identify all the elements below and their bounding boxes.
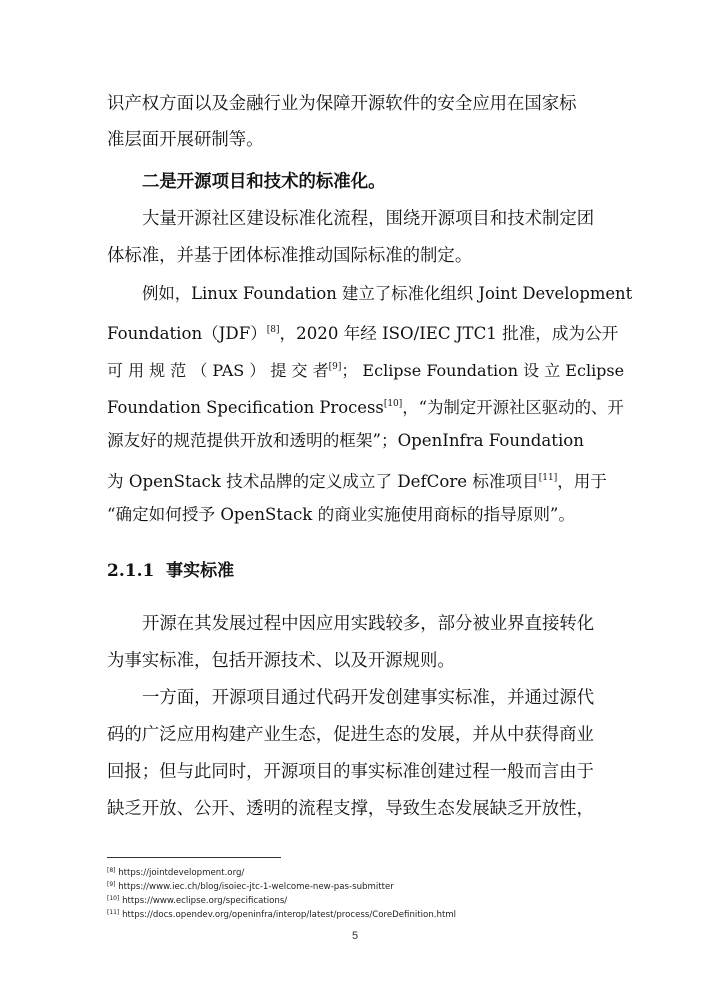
body-line bbox=[107, 129, 264, 151]
body-line bbox=[107, 798, 594, 820]
body-line bbox=[107, 430, 584, 452]
text: ，“为制定开源社区驱动的、开 bbox=[402, 398, 624, 417]
text: 例如，Linux Foundation 建立了标准化组织 Joint Development bbox=[142, 284, 633, 303]
section-number: 2.1.1 bbox=[107, 561, 155, 581]
text: ，2020 年经 ISO/IEC JTC1 批准，成为公开 bbox=[279, 324, 619, 343]
text: 源友好的规范提供开放和透明的框架”；OpenInfra Foundation bbox=[107, 431, 584, 450]
text: “确定如何授予 OpenStack 的商业实施使用商标的指导原则”。 bbox=[107, 505, 575, 524]
text: 体标准，并基于团体标准推动国际标准的制定。 bbox=[107, 246, 473, 266]
body-line bbox=[107, 724, 594, 746]
footnote-ref: [9] bbox=[328, 362, 342, 372]
text: 回报；但与此同时，开源项目的事实标准创建过程一般而言由于 bbox=[107, 762, 594, 782]
footnote-ref: [10] bbox=[383, 399, 403, 409]
text: 一方面，开源项目通过代码开发创建事实标准，并通过源代 bbox=[142, 688, 595, 708]
text: ； Eclipse Foundation 设 立 Eclipse bbox=[341, 361, 625, 380]
footnote bbox=[107, 907, 456, 921]
footnote-mark: [9] bbox=[107, 881, 116, 888]
subheading bbox=[142, 171, 385, 193]
footnote-ref: [8] bbox=[266, 325, 280, 335]
body-line bbox=[107, 761, 594, 783]
footnote-mark: [11] bbox=[107, 909, 120, 916]
footnote-ref: [11] bbox=[538, 473, 558, 483]
body-line bbox=[107, 319, 618, 345]
footnote bbox=[107, 893, 287, 907]
body-line bbox=[107, 356, 624, 382]
footnote-link[interactable]: https://www.iec.ch/blog/isoiec-jtc-1-welcome-new-pas-submitter bbox=[118, 882, 394, 892]
section-heading bbox=[107, 560, 234, 582]
body-line bbox=[107, 245, 472, 267]
text: 为事实标准，包括开源技术、以及开源规则。 bbox=[107, 651, 455, 671]
text: 可 用 规 范 （ PAS ） 提 交 者 bbox=[107, 361, 329, 380]
text: 缺乏开放、公开、透明的流程支撑，导致生态发展缺乏开放性， bbox=[107, 799, 594, 819]
footnote-mark: [8] bbox=[107, 867, 116, 874]
text: 大量开源社区建设标准化流程，围绕开源项目和技术制定团 bbox=[142, 209, 595, 229]
body-line bbox=[107, 467, 607, 493]
body-line bbox=[107, 650, 455, 672]
footnote bbox=[107, 865, 244, 879]
text: 准层面开展研制等。 bbox=[107, 130, 264, 150]
body-line bbox=[142, 283, 632, 305]
footnote-link[interactable]: https://docs.opendev.org/openinfra/interop/latest/process/CoreDefinition.html bbox=[122, 910, 457, 920]
footnote-separator bbox=[107, 857, 281, 858]
text: 二是开源项目和技术的标准化。 bbox=[142, 172, 386, 192]
footnote-link[interactable]: https://jointdevelopment.org/ bbox=[118, 868, 245, 878]
footnote-link[interactable]: https://www.eclipse.org/specifications/ bbox=[122, 896, 288, 906]
text: 码的广泛应用构建产业生态，促进生态的发展，并从中获得商业 bbox=[107, 725, 594, 745]
text: 识产权方面以及金融行业为保障开源软件的安全应用在国家标 bbox=[107, 94, 577, 114]
section-title: 事实标准 bbox=[166, 561, 235, 581]
body-line bbox=[142, 613, 594, 635]
text: 开源在其发展过程中因应用实践较多，部分被业界直接转化 bbox=[142, 614, 595, 634]
body-line bbox=[107, 393, 624, 419]
body-line bbox=[142, 208, 594, 230]
footnote bbox=[107, 879, 394, 893]
body-line bbox=[107, 504, 575, 526]
footnote-mark: [10] bbox=[107, 895, 120, 902]
text: 为 OpenStack 技术品牌的定义成立了 DefCore 标准项目 bbox=[107, 472, 539, 491]
text: ，用于 bbox=[557, 472, 607, 491]
text: Foundation（JDF） bbox=[107, 324, 267, 343]
body-line bbox=[107, 93, 604, 115]
page-number: 5 bbox=[351, 930, 359, 942]
body-line bbox=[142, 687, 594, 709]
text: Foundation Specification Process bbox=[107, 398, 384, 417]
